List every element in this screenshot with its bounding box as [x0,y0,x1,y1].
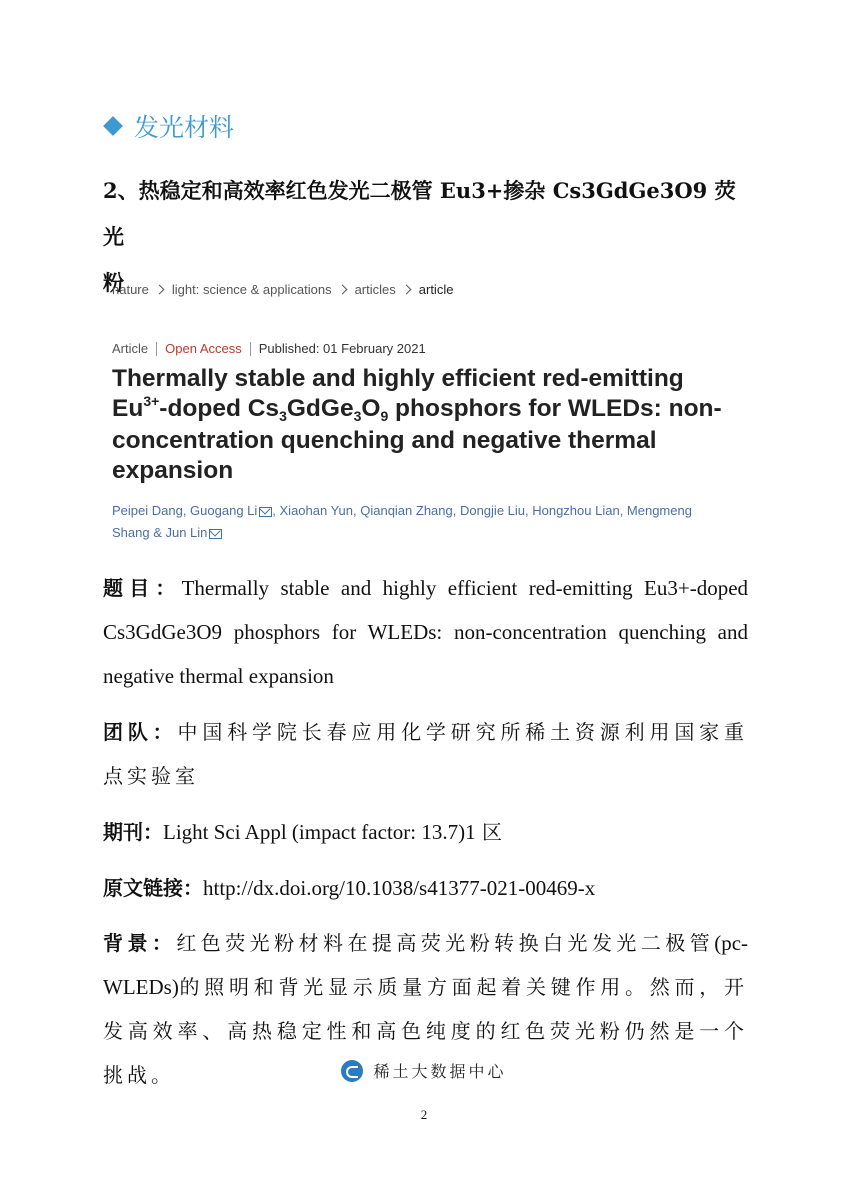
title-part: O [361,395,381,422]
author-list [112,500,752,544]
chevron-right-icon [401,285,411,295]
chevron-right-icon [154,285,164,295]
diamond-bullet-icon [103,116,123,136]
background-text: 红色荧光粉材料在提高荧光粉转换白光发光二极管 [176,931,715,955]
title-subscript: 9 [380,408,389,424]
article-title-line4: expansion [112,457,234,484]
mail-icon[interactable] [209,529,222,539]
topic-label: 题目： [103,576,182,600]
team-label: 团队： [103,720,178,744]
link-paragraph [103,866,748,910]
authors-part[interactable]: , Xiaohan Yun, Qianqian Zhang, Dongjie Liu, Hongzhou Lian, Mengmeng [272,503,692,518]
journal-zone: 区 [481,820,502,844]
source-link[interactable]: http://dx.doi.org/10.1038/s41377-021-00469-x [203,876,596,900]
section-heading [103,108,234,144]
brand-name: 稀土大数据中心 [373,1062,507,1081]
mail-icon[interactable] [259,507,272,517]
article-title-line1: Thermally stable and highly efficient red-emitting [112,365,684,392]
breadcrumb-item-journal[interactable]: light: science & applications [171,282,332,297]
open-access-badge: Open Access [165,341,242,356]
page-number: 2 [420,1107,428,1122]
breadcrumb-item-article: article [418,282,454,297]
item-title-line1: 2、热稳定和高效率红色发光二极管 Eu3+掺杂 Cs3GdGe3O9 荧光 [103,178,736,249]
title-part: Eu [112,395,144,422]
authors-part[interactable]: Peipei Dang, Guogang Li [112,503,258,518]
title-part: phosphors for WLEDs: non- [388,395,722,422]
meta-divider [156,342,157,356]
team-text: 中国科学院长春应用化学研究所稀土资源利用国家重点实验室 [103,720,749,788]
breadcrumb-item-nature[interactable]: nature [112,282,149,297]
journal-label: 期刊： [103,820,163,844]
authors-part[interactable]: Shang & Jun Lin [112,525,208,540]
article-type: Article [112,341,149,356]
team-paragraph [103,710,748,798]
published-date: Published: 01 February 2021 [258,341,426,356]
topic-text: Thermally stable and highly efficient red-emitting Eu3+-doped Cs3GdGe3O9 phosphors for WLEDs: non-concentration quenching and negative thermal expansion [103,576,749,688]
background-label: 背景： [103,931,177,955]
section-heading-text: 发光材料 [134,113,235,142]
article-screenshot [112,282,752,544]
chevron-right-icon [337,285,347,295]
article-title-line3: concentration quenching and negative thermal [112,427,657,454]
breadcrumb-item-articles[interactable]: articles [354,282,396,297]
background-text: 的照明和背光显示质量方面起着关键作用。然而，开发高效率、高热稳定性和高色纯度的红色荧光粉仍然是一个挑战。 [103,975,748,1087]
meta-divider [250,342,251,356]
topic-paragraph [103,566,748,698]
brand-logo-icon [341,1060,363,1082]
breadcrumb [112,282,752,297]
article-title-line2 [112,394,752,426]
item-title-line2: 粉 [103,270,124,295]
title-part: GdGe [286,395,354,422]
journal-text: Light Sci Appl (impact factor: 13.7)1 [163,820,476,844]
title-subscript: 3 [353,408,362,424]
link-label: 原文链接： [103,876,203,900]
article-title [112,364,752,486]
background-text: (pc-WLEDs) [103,931,749,999]
article-meta [112,341,752,356]
title-superscript: 3+ [143,393,160,409]
journal-paragraph [103,810,748,854]
title-subscript: 3 [279,408,287,424]
title-part: -doped Cs [159,395,280,422]
footer-brand [0,1059,848,1082]
